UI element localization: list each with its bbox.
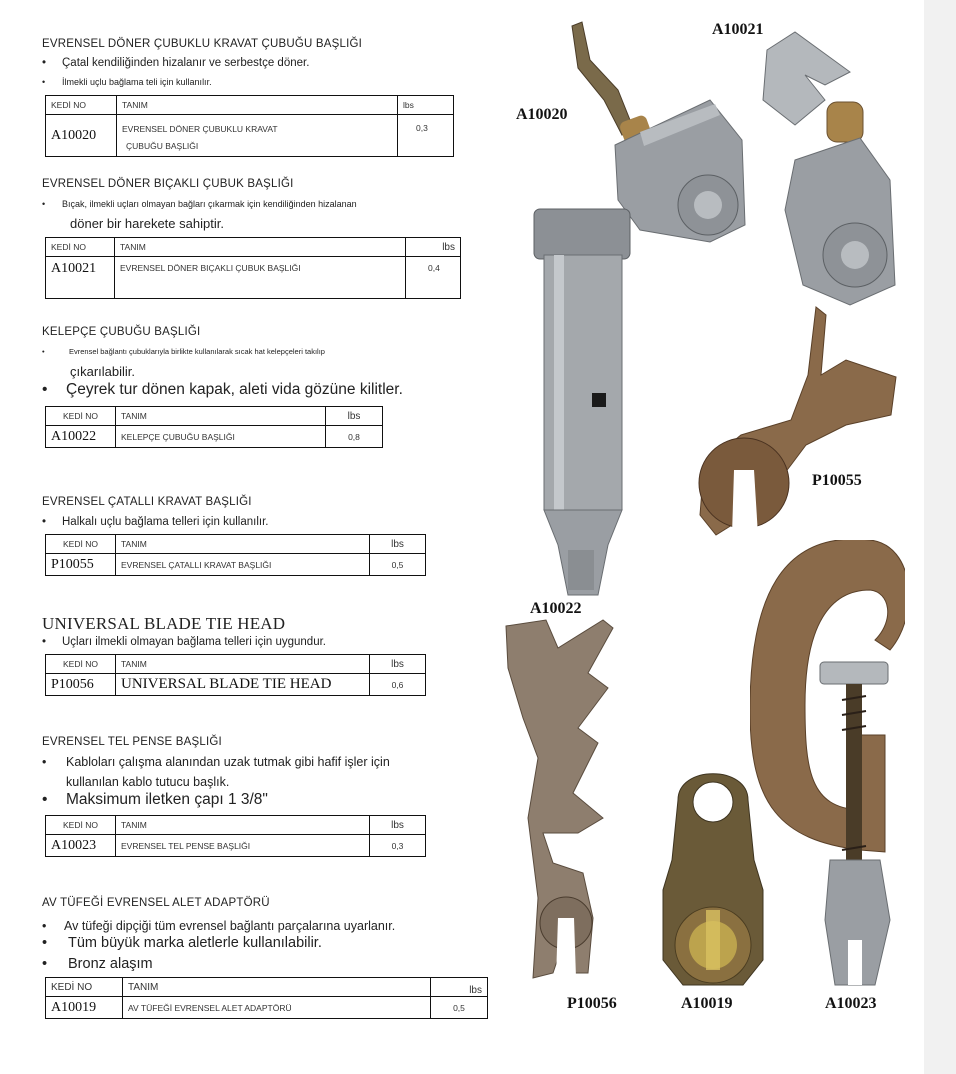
section-title-p10056: UNIVERSAL BLADE TIE HEAD <box>42 614 286 633</box>
product-image-a10023 <box>750 540 905 990</box>
product-image-p10055 <box>696 305 901 540</box>
header-weight: lbs <box>370 655 426 674</box>
bullet: • Halkalı uçlu bağlama telleri için kullanılır. <box>42 516 269 528</box>
product-image-a10021 <box>755 30 900 310</box>
section-title-p10055: EVRENSEL ÇATALLI KRAVAT BAŞLIĞI <box>42 496 252 508</box>
header-desc: TANIM <box>123 978 431 997</box>
header-weight: lbs <box>370 816 426 835</box>
row-code: A10022 <box>46 426 116 448</box>
header-code: KEDİ NO <box>46 816 116 835</box>
row-desc: UNIVERSAL BLADE TIE HEAD <box>116 674 370 696</box>
header-code: KEDİ NO <box>46 655 116 674</box>
section-title-a10021: EVRENSEL DÖNER BIÇAKLI ÇUBUK BAŞLIĞI <box>42 178 294 190</box>
header-desc: TANIM <box>115 238 406 257</box>
spec-table-a10020 <box>45 95 454 157</box>
header-weight: lbs <box>431 978 488 997</box>
header-code: KEDİ NO <box>46 96 117 115</box>
section-title-a10022: KELEPÇE ÇUBUĞU BAŞLIĞI <box>42 326 201 338</box>
row-weight: 0,3 <box>370 835 426 857</box>
row-desc: EVRENSEL TEL PENSE BAŞLIĞI <box>116 835 370 857</box>
row-desc: EVRENSEL DÖNER BIÇAKLI ÇUBUK BAŞLIĞI <box>115 257 406 299</box>
header-weight: lbs <box>370 535 426 554</box>
header-code: KEDİ NO <box>46 978 123 997</box>
row-code: A10021 <box>46 257 115 299</box>
row-desc: EVRENSEL DÖNER ÇUBUKLU KRAVAT ÇUBUĞU BAŞLIĞI <box>117 115 398 157</box>
header-code: KEDİ NO <box>46 238 115 257</box>
product-image-p10056 <box>498 618 618 988</box>
bullet: • Evrensel bağlantı çubuklarıyla birlikte kullanılarak sıcak hat kelepçeleri takılıp <box>42 347 325 356</box>
product-image-a10019 <box>658 760 768 990</box>
bullet: • İlmekli uçlu bağlama teli için kullanılır. <box>42 77 212 87</box>
spec-table-a10022 <box>45 406 383 448</box>
section-title-a10023: EVRENSEL TEL PENSE BAŞLIĞI <box>42 736 222 748</box>
bullet: • Uçları ilmekli olmayan bağlama telleri için uygundur. <box>42 636 326 648</box>
spec-table-a10019 <box>45 977 488 1019</box>
bullet: • Kabloları çalışma alanından uzak tutmak gibi hafif işler için <box>42 755 390 769</box>
header-weight: lbs <box>398 96 454 115</box>
bullet-continuation: döner bir harekete sahiptir. <box>70 216 224 231</box>
bullet: • Bıçak, ilmekli uçları olmayan bağları çıkarmak için kendiliğinden hizalanan <box>42 199 357 209</box>
row-code: A10023 <box>46 835 116 857</box>
spec-table-a10023 <box>45 815 426 857</box>
spec-table-p10055 <box>45 534 426 576</box>
row-code: P10055 <box>46 554 116 576</box>
product-label-p10055: P10055 <box>812 472 862 489</box>
page-edge <box>924 0 956 1074</box>
product-image-a10022 <box>528 205 638 605</box>
header-desc: TANIM <box>116 816 370 835</box>
row-weight: 0,4 <box>406 257 461 299</box>
section-title-a10020: EVRENSEL DÖNER ÇUBUKLU KRAVAT ÇUBUĞU BAŞLIĞI <box>42 38 363 50</box>
bullet: • Bronz alaşım <box>42 956 153 972</box>
bullet: • Maksimum iletken çapı 1 3/8" <box>42 791 268 808</box>
row-weight: 0,3 <box>398 115 454 157</box>
row-weight: 0,5 <box>370 554 426 576</box>
bullet-continuation: çıkarılabilir. <box>70 364 136 379</box>
header-desc: TANIM <box>117 96 398 115</box>
spec-table-a10021 <box>45 237 461 299</box>
bullet: • Çatal kendiliğinden hizalanır ve serbestçe döner. <box>42 57 310 69</box>
product-label-p10056: P10056 <box>567 995 617 1012</box>
row-desc: AV TÜFEĞİ EVRENSEL ALET ADAPTÖRÜ <box>123 997 431 1019</box>
row-weight: 0,6 <box>370 674 426 696</box>
product-label-a10021: A10021 <box>712 21 764 38</box>
row-code: P10056 <box>46 674 116 696</box>
row-weight: 0,5 <box>431 997 488 1019</box>
row-weight: 0,8 <box>326 426 383 448</box>
header-desc: TANIM <box>116 655 370 674</box>
section-title-a10019: AV TÜFEĞİ EVRENSEL ALET ADAPTÖRÜ <box>42 897 270 909</box>
bullet-continuation: kullanılan kablo tutucu başlık. <box>66 775 230 789</box>
bullet: • Tüm büyük marka aletlerle kullanılabilir. <box>42 935 322 951</box>
row-code: A10020 <box>46 115 117 157</box>
product-label-a10023: A10023 <box>825 995 877 1012</box>
row-desc: KELEPÇE ÇUBUĞU BAŞLIĞI <box>116 426 326 448</box>
header-desc: TANIM <box>116 535 370 554</box>
bullet: • Çeyrek tur dönen kapak, aleti vida gözüne kilitler. <box>42 381 403 398</box>
header-weight: lbs <box>406 238 461 257</box>
header-code: KEDİ NO <box>46 535 116 554</box>
spec-table-p10056 <box>45 654 426 696</box>
header-weight: lbs <box>326 407 383 426</box>
product-label-a10020: A10020 <box>516 106 568 123</box>
header-code: KEDİ NO <box>46 407 116 426</box>
bullet: • Av tüfeği dipçiği tüm evrensel bağlantı parçalarına uyarlanır. <box>42 919 396 933</box>
row-code: A10019 <box>46 997 123 1019</box>
header-desc: TANIM <box>116 407 326 426</box>
product-label-a10022: A10022 <box>530 600 582 617</box>
row-desc: EVRENSEL ÇATALLI KRAVAT BAŞLIĞI <box>116 554 370 576</box>
product-label-a10019: A10019 <box>681 995 733 1012</box>
